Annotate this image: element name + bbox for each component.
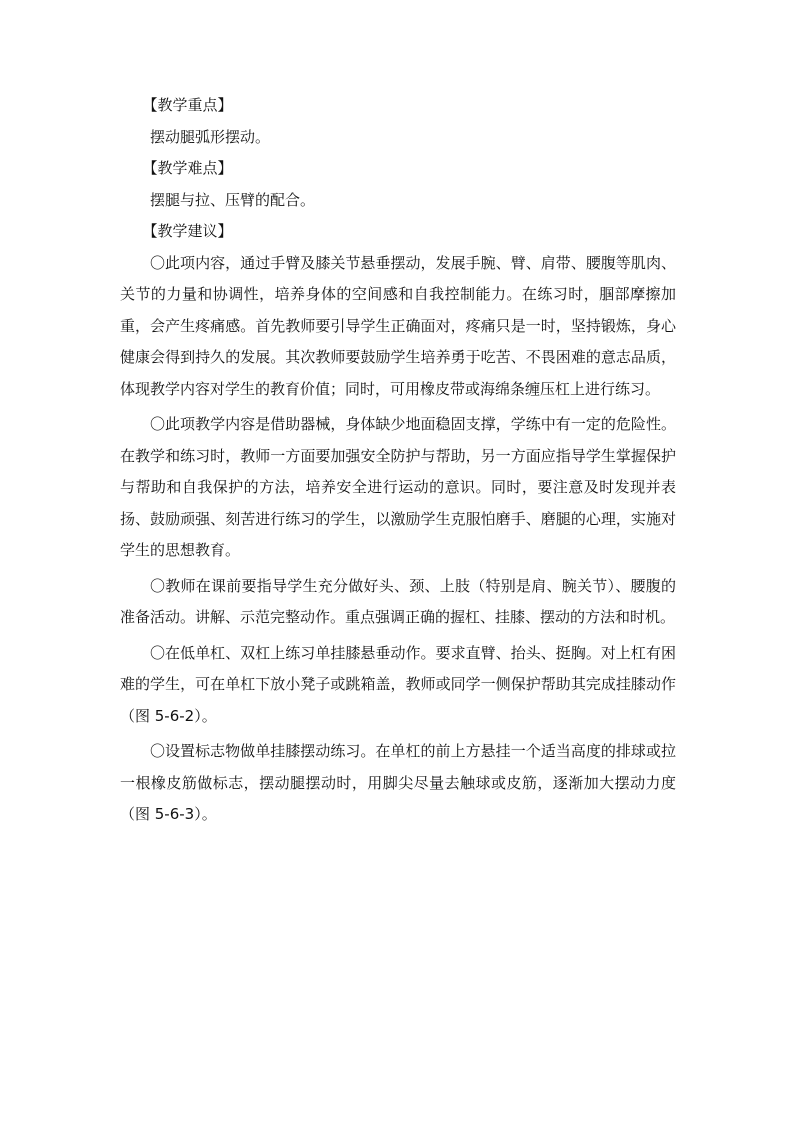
paragraph-5: 〇设置标志物做单挂膝摆动练习。在单杠的前上方悬挂一个适当高度的排球或拉一根橡皮筋做标志，摆动腿摆动时，用脚尖尽量去触球或皮筋，逐渐加大摆动力度（图 5-6-3）。 bbox=[120, 742, 676, 823]
heading-suggestions: 【教学建议】 bbox=[142, 222, 233, 240]
difficult-points-text: 摆腿与拉、压臂的配合。 bbox=[150, 190, 316, 209]
paragraph-2: 〇此项教学内容是借助器械，身体缺少地面稳固支撑，学练中有一定的危险性。在教学和练习时，教师一方面要加强安全防护与帮助，另一方面应指导学生掌握保护与帮助和自我保护的方法，培养安全进行运动的意识。同时，要注意及时发现并表扬、鼓励顽强、刻苦进行练习的学生，以激励学生克服怕磨手、磨腿的心理，实施对学生的思想教育。 bbox=[120, 415, 676, 559]
paragraph-1: 〇此项内容，通过手臂及膝关节悬垂摆动，发展手腕、臂、肩带、腰腹等肌肉、关节的力量和协调性，培养身体的空间感和自我控制能力。在练习时，腘部摩擦加重，会产生疼痛感。首先教师要引导学生正确面对，疼痛只是一时，坚持锻炼，身心健康会得到持久的发展。其次教师要鼓励学生培养勇于吃苦、不畏困难的意志品质，体现教学内容对学生的教育价值；同时，可用橡皮带或海绵条缠压杠上进行练习。 bbox=[120, 253, 676, 398]
heading-difficult-points: 【教学难点】 bbox=[142, 159, 233, 177]
paragraph-3: 〇教师在课前要指导学生充分做好头、颈、上肢（特别是肩、腕关节）、腰腹的准备活动。讲解、示范完整动作。重点强调正确的握杠、挂膝、摆动的方法和时机。 bbox=[120, 576, 676, 626]
document-body bbox=[120, 90, 676, 831]
key-points-text: 摆动腿弧形摆动。 bbox=[150, 127, 271, 146]
heading-key-points: 【教学重点】 bbox=[142, 96, 233, 114]
paragraph-4: 〇在低单杠、双杠上练习单挂膝悬垂动作。要求直臂、抬头、挺胸。对上杠有困难的学生，可在单杠下放小凳子或跳箱盖，教师或同学一侧保护帮助其完成挂膝动作（图 5-6-2）。 bbox=[120, 643, 676, 725]
